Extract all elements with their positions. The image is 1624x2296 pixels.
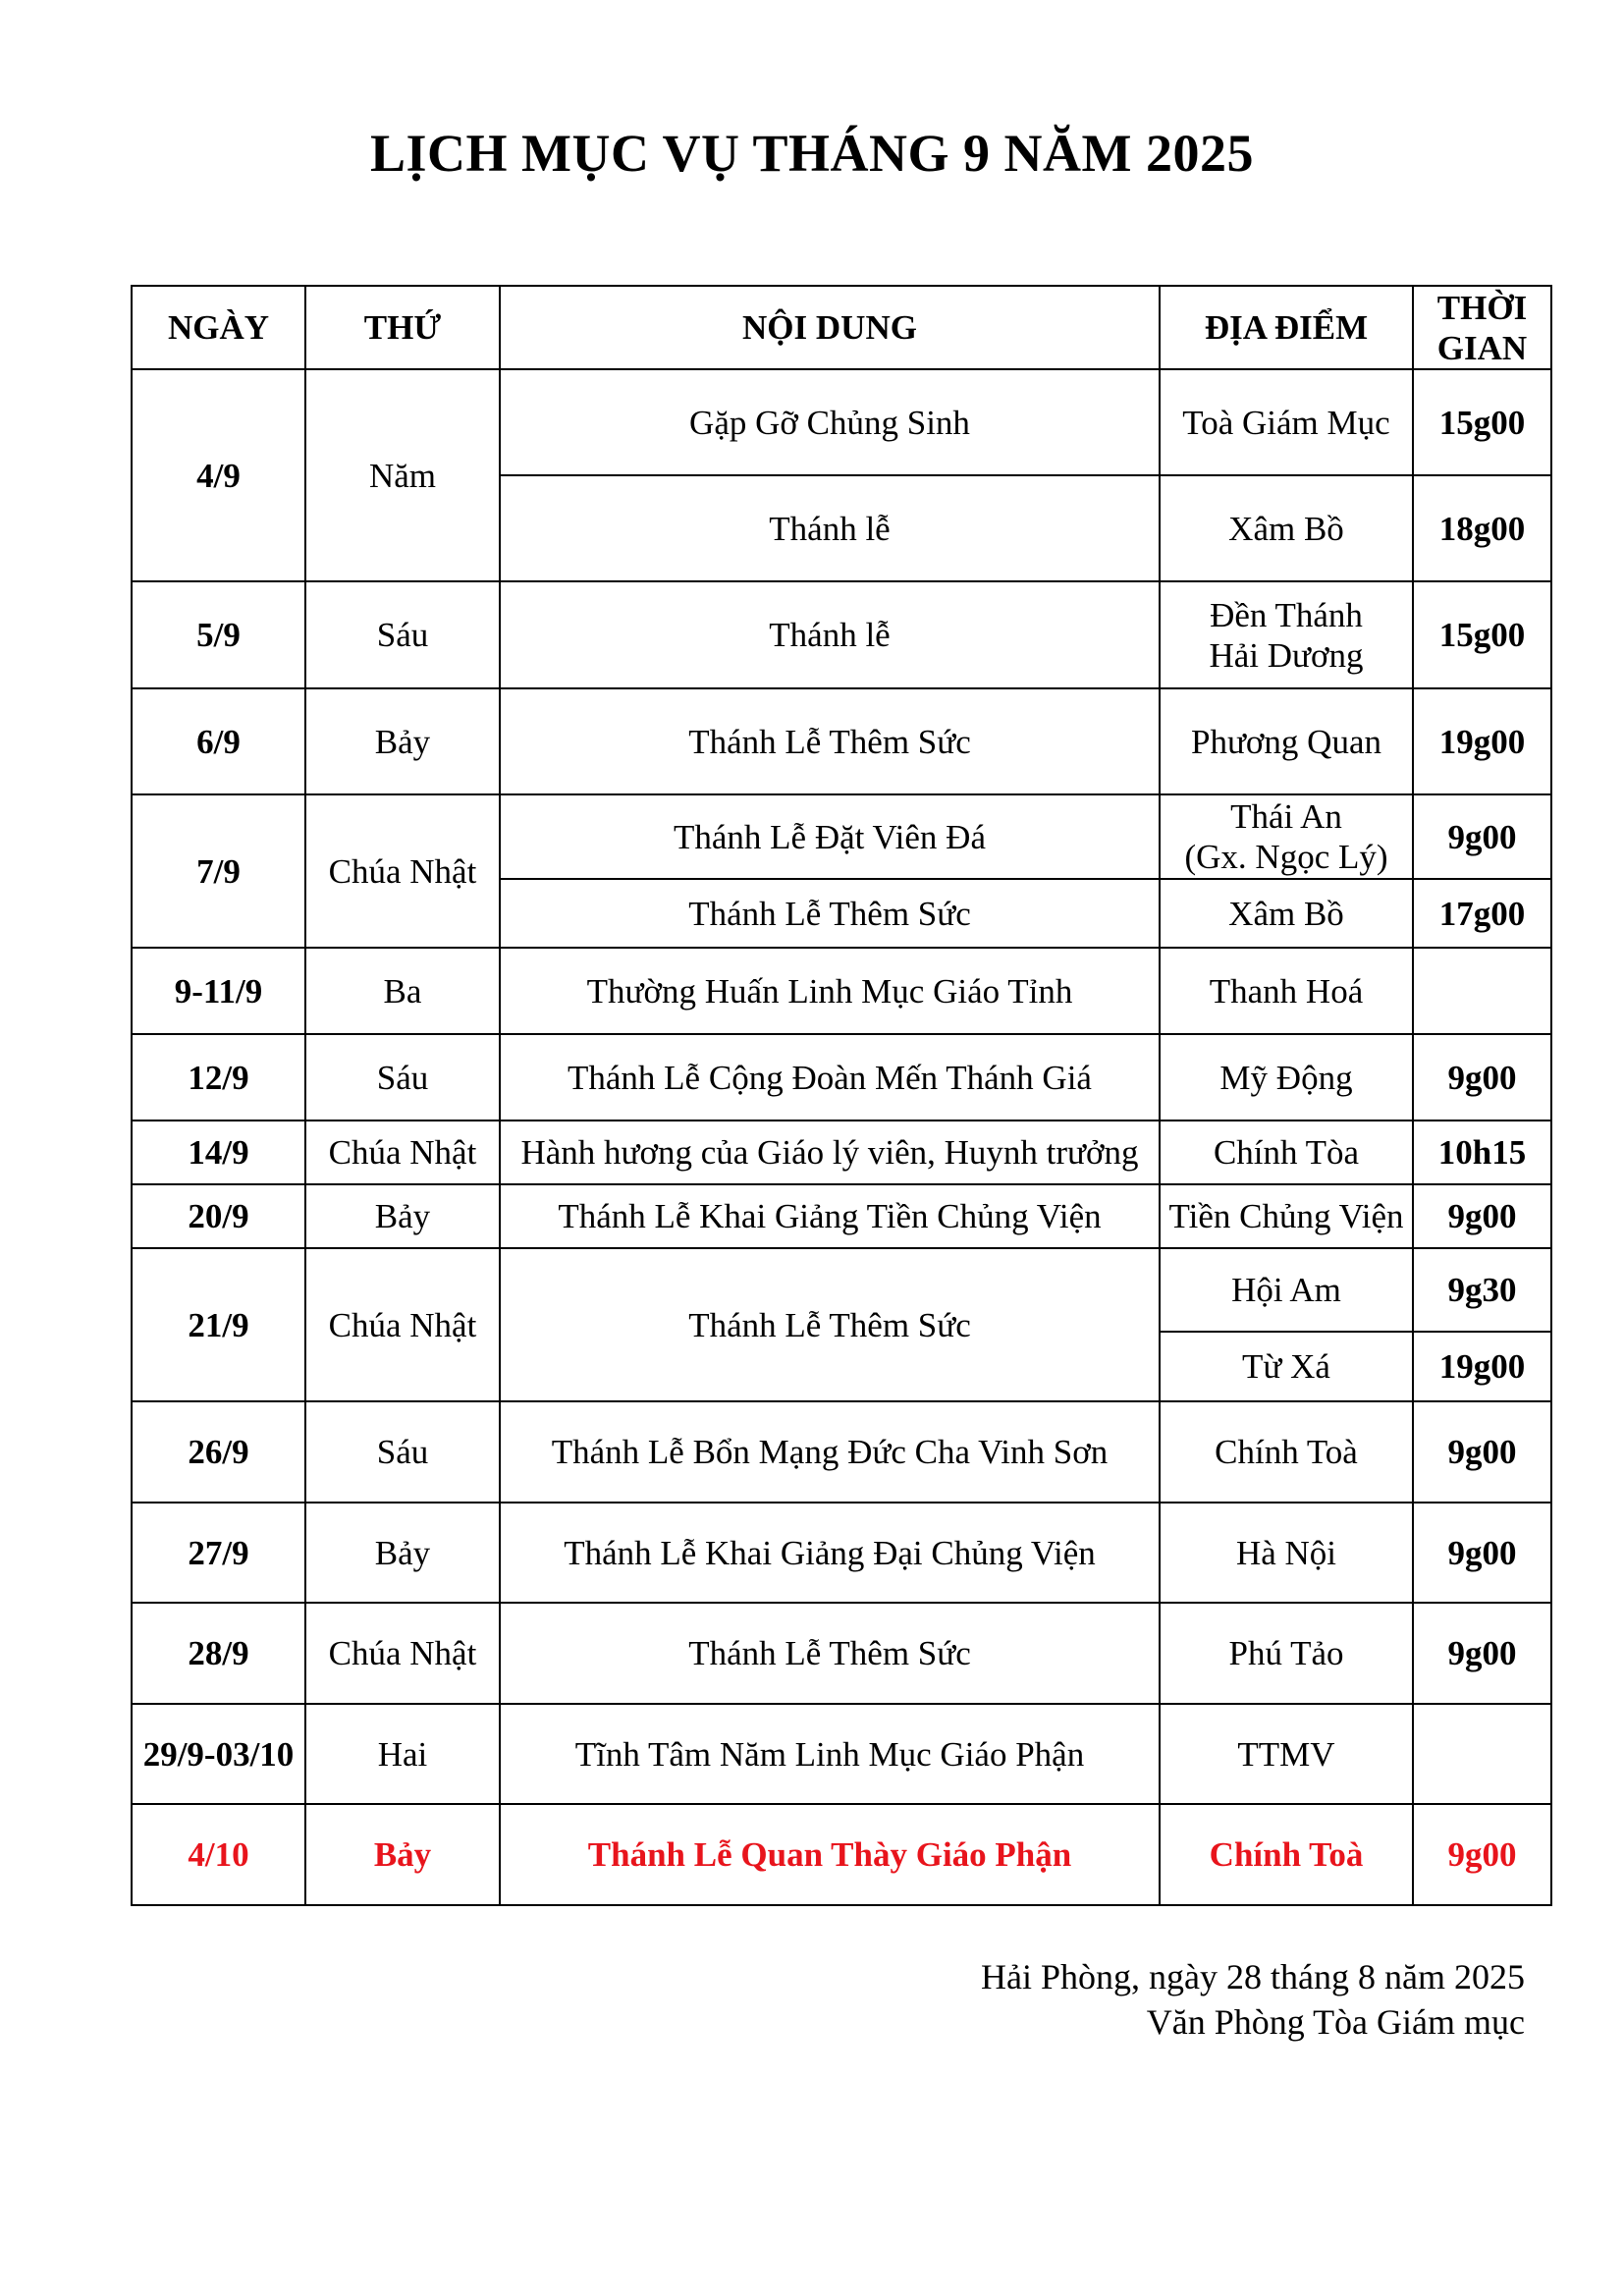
row-place: Đền Thánh Hải Dương (1160, 581, 1413, 688)
footer-signature (981, 1954, 1525, 2045)
row-date: 6/9 (132, 688, 305, 794)
table-row (132, 581, 1551, 688)
row-weekday: Bảy (305, 1503, 500, 1603)
row-weekday: Năm (305, 369, 500, 581)
row-content: Thánh Lễ Đặt Viên Đá (500, 794, 1160, 879)
row-time: 9g00 (1413, 1401, 1551, 1503)
row-content: Thánh Lễ Bổn Mạng Đức Cha Vinh Sơn (500, 1401, 1160, 1503)
row-weekday: Hai (305, 1704, 500, 1804)
row-date: 21/9 (132, 1248, 305, 1401)
row-content: Gặp Gỡ Chủng Sinh (500, 369, 1160, 475)
row-weekday: Ba (305, 948, 500, 1034)
row-place: Hà Nội (1160, 1503, 1413, 1603)
page-title: LỊCH MỤC VỤ THÁNG 9 NĂM 2025 (369, 124, 1255, 183)
table-row (132, 1248, 1551, 1332)
row-place: Chính Toà (1160, 1401, 1413, 1503)
row-content: Thánh Lễ Khai Giảng Tiền Chủng Viện (500, 1184, 1160, 1248)
row-content: Thánh Lễ Khai Giảng Đại Chủng Viện (500, 1503, 1160, 1603)
row-place: Từ Xá (1160, 1332, 1413, 1401)
row-weekday: Chúa Nhật (305, 1248, 500, 1401)
row-place: Tiền Chủng Viện (1160, 1184, 1413, 1248)
row-content: Thánh Lễ Quan Thày Giáo Phận (500, 1804, 1160, 1905)
header-time: THỜI GIAN (1413, 286, 1551, 369)
row-time: 10h15 (1413, 1121, 1551, 1184)
row-weekday: Sáu (305, 581, 500, 688)
row-weekday: Bảy (305, 688, 500, 794)
row-time: 9g00 (1413, 1603, 1551, 1704)
row-time (1413, 948, 1551, 1034)
row-content: Thánh lễ (500, 581, 1160, 688)
table-row (132, 1034, 1551, 1121)
row-time: 15g00 (1413, 581, 1551, 688)
row-content: Thánh Lễ Cộng Đoàn Mến Thánh Giá (500, 1034, 1160, 1121)
row-weekday: Chúa Nhật (305, 1603, 500, 1704)
row-time (1413, 1704, 1551, 1804)
table-row (132, 1121, 1551, 1184)
row-weekday: Sáu (305, 1034, 500, 1121)
row-date: 9-11/9 (132, 948, 305, 1034)
row-date: 28/9 (132, 1603, 305, 1704)
table-row-highlighted (132, 1804, 1551, 1905)
row-place: Xâm Bồ (1160, 879, 1413, 948)
row-time: 19g00 (1413, 1332, 1551, 1401)
row-content: Thường Huấn Linh Mục Giáo Tỉnh (500, 948, 1160, 1034)
row-content: Thánh Lễ Thêm Sức (500, 1248, 1160, 1401)
header-date: NGÀY (132, 286, 305, 369)
row-date: 12/9 (132, 1034, 305, 1121)
row-date: 14/9 (132, 1121, 305, 1184)
row-content: Hành hương của Giáo lý viên, Huynh trưởng (500, 1121, 1160, 1184)
table-row (132, 369, 1551, 475)
row-time: 9g00 (1413, 1503, 1551, 1603)
row-time: 15g00 (1413, 369, 1551, 475)
row-place: Thanh Hoá (1160, 948, 1413, 1034)
row-place: Phương Quan (1160, 688, 1413, 794)
table-row (132, 688, 1551, 794)
row-content: Thánh Lễ Thêm Sức (500, 1603, 1160, 1704)
row-date: 20/9 (132, 1184, 305, 1248)
row-date: 27/9 (132, 1503, 305, 1603)
row-time: 18g00 (1413, 475, 1551, 581)
row-time: 9g00 (1413, 1804, 1551, 1905)
row-time: 19g00 (1413, 688, 1551, 794)
row-date: 4/10 (132, 1804, 305, 1905)
row-weekday: Chúa Nhật (305, 794, 500, 948)
row-weekday: Chúa Nhật (305, 1121, 500, 1184)
row-date: 5/9 (132, 581, 305, 688)
row-content: Thánh Lễ Thêm Sức (500, 879, 1160, 948)
row-date: 29/9-03/10 (132, 1704, 305, 1804)
row-time: 9g00 (1413, 1034, 1551, 1121)
row-date: 7/9 (132, 794, 305, 948)
row-place: Chính Tòa (1160, 1121, 1413, 1184)
table-row (132, 1503, 1551, 1603)
row-place: Chính Toà (1160, 1804, 1413, 1905)
table-row (132, 1184, 1551, 1248)
row-time: 9g00 (1413, 794, 1551, 879)
row-time: 9g30 (1413, 1248, 1551, 1332)
footer-office: Văn Phòng Tòa Giám mục (1146, 2002, 1525, 2042)
row-place: Hội Am (1160, 1248, 1413, 1332)
row-content: Thánh Lễ Thêm Sức (500, 688, 1160, 794)
table-row (132, 1401, 1551, 1503)
row-date: 4/9 (132, 369, 305, 581)
table-row (132, 1603, 1551, 1704)
row-place: Mỹ Động (1160, 1034, 1413, 1121)
header-content: NỘI DUNG (500, 286, 1160, 369)
row-place: Toà Giám Mục (1160, 369, 1413, 475)
footer-place-date: Hải Phòng, ngày 28 tháng 8 năm 2025 (981, 1957, 1525, 1996)
row-content: Thánh lễ (500, 475, 1160, 581)
row-content: Tĩnh Tâm Năm Linh Mục Giáo Phận (500, 1704, 1160, 1804)
row-date: 26/9 (132, 1401, 305, 1503)
table-row (132, 794, 1551, 879)
row-place: Xâm Bồ (1160, 475, 1413, 581)
row-weekday: Bảy (305, 1184, 500, 1248)
row-place: Thái An (Gx. Ngọc Lý) (1160, 794, 1413, 879)
table-header-row (132, 286, 1551, 369)
table-row (132, 1704, 1551, 1804)
row-time: 17g00 (1413, 879, 1551, 948)
row-place: Phú Tảo (1160, 1603, 1413, 1704)
table-row (132, 948, 1551, 1034)
row-weekday: Bảy (305, 1804, 500, 1905)
header-weekday: THỨ (305, 286, 500, 369)
row-time: 9g00 (1413, 1184, 1551, 1248)
row-weekday: Sáu (305, 1401, 500, 1503)
row-place: TTMV (1160, 1704, 1413, 1804)
header-place: ĐỊA ĐIỂM (1160, 286, 1413, 369)
schedule-table (131, 285, 1552, 1906)
